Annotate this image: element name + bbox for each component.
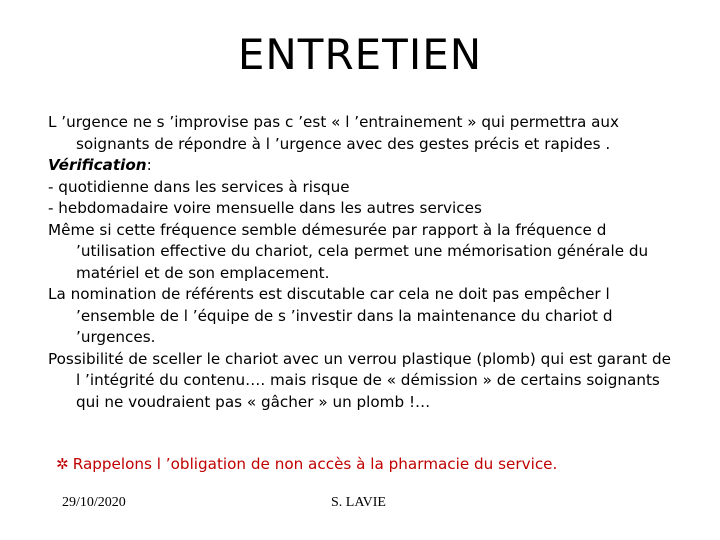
list-item-daily: - quotidienne dans les services à risque bbox=[48, 177, 350, 196]
paragraph-frequency: Même si cette fréquence semble démesurée par rapport à la fréquence d ’utilisation effective du chariot, cela permet une mémorisation générale du matériel et de son emplacement. bbox=[48, 220, 649, 282]
body-text bbox=[48, 112, 676, 413]
paragraph-referents: La nomination de référents est discutable car cela ne doit pas empêcher l ’ensemble de l ’équipe de s ’investir dans la maintenance du chariot d ’urgences. bbox=[48, 285, 613, 346]
footer-date: 29/10/2020 bbox=[62, 495, 126, 510]
page-title: ENTRETIEN bbox=[237, 30, 483, 79]
pharmacy-reminder bbox=[56, 453, 676, 475]
pharmacy-reminder-text: Rappelons l ’obligation de non accès à la pharmacie du service. bbox=[72, 455, 558, 473]
footer-author: S. LAVIE bbox=[331, 495, 386, 510]
list-item-weekly: - hebdomadaire voire mensuelle dans les autres services bbox=[48, 199, 482, 217]
paragraph-verification bbox=[48, 155, 676, 177]
paragraph-intro: L ’urgence ne s ’improvise pas c ’est « l ’entrainement » qui permettra aux soignants de répondre à l ’urgence avec des gestes précis et rapides . bbox=[48, 113, 620, 153]
star-asterisk-icon: ✲ bbox=[56, 455, 69, 473]
verification-label: Vérification bbox=[48, 156, 147, 174]
paragraph-seal: Possibilité de sceller le chariot avec un verrou plastique (plomb) qui est garant de l ’intégrité du contenu…. mais risque de « démission » de certains soignants qui ne voudraient pas « gâcher » un plomb !… bbox=[48, 349, 671, 411]
verification-colon: : bbox=[146, 156, 152, 174]
